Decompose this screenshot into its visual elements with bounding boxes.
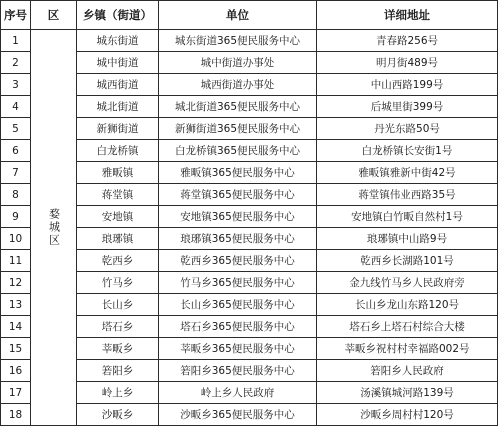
row-number: 6	[1, 140, 31, 162]
header-town: 乡镇（街道）	[77, 1, 159, 30]
unit-cell: 莘畈乡365便民服务中心	[159, 338, 317, 360]
address-cell: 沙畈乡周村村120号	[317, 404, 498, 426]
unit-cell: 蒋堂镇365便民服务中心	[159, 184, 317, 206]
town-cell: 白龙桥镇	[77, 140, 159, 162]
district-cell: 婺城区	[31, 30, 77, 426]
address-cell: 琅琊镇中山路9号	[317, 228, 498, 250]
address-cell: 蒋堂镇伟业西路35号	[317, 184, 498, 206]
town-cell: 沙畈乡	[77, 404, 159, 426]
address-cell: 白龙桥镇长安街1号	[317, 140, 498, 162]
town-cell: 莘畈乡	[77, 338, 159, 360]
unit-cell: 城北街道365便民服务中心	[159, 96, 317, 118]
town-cell: 蒋堂镇	[77, 184, 159, 206]
address-cell: 乾西乡长湖路101号	[317, 250, 498, 272]
unit-cell: 城中街道办事处	[159, 52, 317, 74]
address-cell: 塔石乡上塔石村综合大楼	[317, 316, 498, 338]
row-number: 4	[1, 96, 31, 118]
address-cell: 丹光东路50号	[317, 118, 498, 140]
row-number: 14	[1, 316, 31, 338]
town-cell: 乾西乡	[77, 250, 159, 272]
town-cell: 岭上乡	[77, 382, 159, 404]
row-number: 7	[1, 162, 31, 184]
unit-cell: 白龙桥镇365便民服务中心	[159, 140, 317, 162]
address-cell: 汤溪镇城河路139号	[317, 382, 498, 404]
town-cell: 琅琊镇	[77, 228, 159, 250]
unit-cell: 箬阳乡365便民服务中心	[159, 360, 317, 382]
row-number: 15	[1, 338, 31, 360]
table-body	[1, 30, 498, 426]
town-cell: 雅畈镇	[77, 162, 159, 184]
row-number: 9	[1, 206, 31, 228]
row-number: 12	[1, 272, 31, 294]
town-cell: 箬阳乡	[77, 360, 159, 382]
address-cell: 青春路256号	[317, 30, 498, 52]
unit-cell: 沙畈乡365便民服务中心	[159, 404, 317, 426]
row-number: 8	[1, 184, 31, 206]
address-cell: 莘畈乡祝村村幸福路002号	[317, 338, 498, 360]
row-number: 18	[1, 404, 31, 426]
town-cell: 城北街道	[77, 96, 159, 118]
row-number: 13	[1, 294, 31, 316]
row-number: 2	[1, 52, 31, 74]
row-number: 16	[1, 360, 31, 382]
row-number: 10	[1, 228, 31, 250]
unit-cell: 竹马乡365便民服务中心	[159, 272, 317, 294]
address-cell: 长山乡龙山东路120号	[317, 294, 498, 316]
address-cell: 后城里街399号	[317, 96, 498, 118]
unit-cell: 乾西乡365便民服务中心	[159, 250, 317, 272]
town-cell: 竹马乡	[77, 272, 159, 294]
row-number: 5	[1, 118, 31, 140]
address-cell: 明月街489号	[317, 52, 498, 74]
unit-cell: 城东街道365便民服务中心	[159, 30, 317, 52]
unit-cell: 岭上乡人民政府	[159, 382, 317, 404]
address-cell: 金九线竹马乡人民政府旁	[317, 272, 498, 294]
town-cell: 城东街道	[77, 30, 159, 52]
town-cell: 城中街道	[77, 52, 159, 74]
address-cell: 雅畈镇雅新中街42号	[317, 162, 498, 184]
row-number: 1	[1, 30, 31, 52]
town-cell: 安地镇	[77, 206, 159, 228]
header-row	[1, 1, 498, 30]
header-district: 区	[31, 1, 77, 30]
address-cell: 安地镇白竹畈自然村1号	[317, 206, 498, 228]
header-address: 详细地址	[317, 1, 498, 30]
table-row	[1, 30, 498, 52]
unit-cell: 长山乡365便民服务中心	[159, 294, 317, 316]
town-cell: 长山乡	[77, 294, 159, 316]
header-no: 序号	[1, 1, 31, 30]
header-unit: 单位	[159, 1, 317, 30]
row-number: 11	[1, 250, 31, 272]
unit-cell: 新狮街道365便民服务中心	[159, 118, 317, 140]
unit-cell: 安地镇365便民服务中心	[159, 206, 317, 228]
unit-cell: 城西街道办事处	[159, 74, 317, 96]
address-cell: 中山西路199号	[317, 74, 498, 96]
town-cell: 新狮街道	[77, 118, 159, 140]
row-number: 3	[1, 74, 31, 96]
town-cell: 城西街道	[77, 74, 159, 96]
address-cell: 箬阳乡人民政府	[317, 360, 498, 382]
unit-cell: 琅琊镇365便民服务中心	[159, 228, 317, 250]
unit-cell: 塔石乡365便民服务中心	[159, 316, 317, 338]
unit-cell: 雅畈镇365便民服务中心	[159, 162, 317, 184]
row-number: 17	[1, 382, 31, 404]
town-cell: 塔石乡	[77, 316, 159, 338]
